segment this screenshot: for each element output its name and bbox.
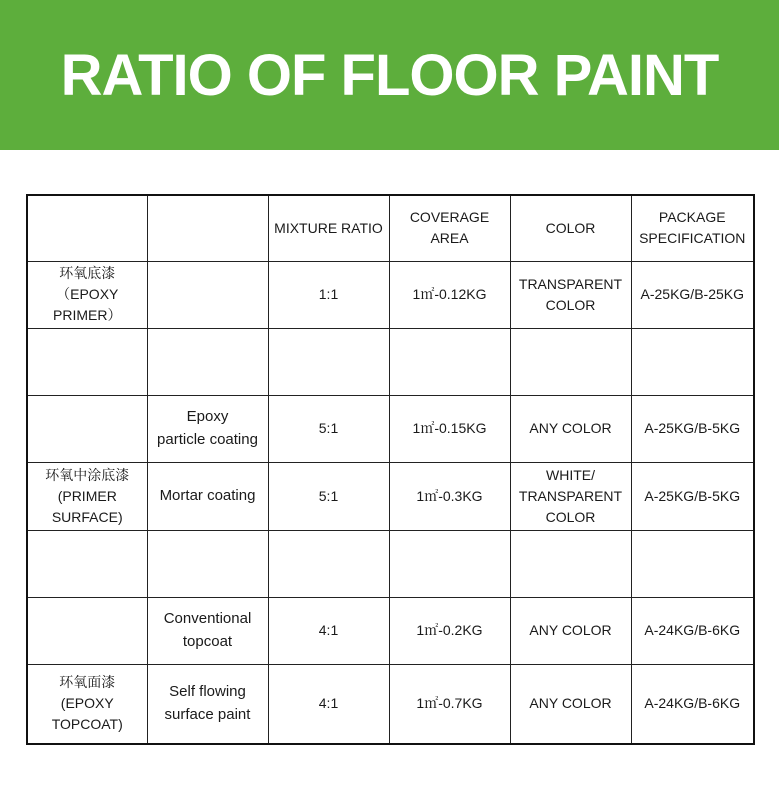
package-specification-cell: [631, 530, 754, 597]
floor-paint-ratio-table: [26, 194, 755, 745]
product-name-line: particle coating: [157, 430, 258, 448]
table-row: [27, 462, 754, 530]
coverage-area-cell: 1㎡-0.15KG: [389, 395, 510, 462]
product-cell: [147, 328, 268, 395]
color-cell: [510, 261, 631, 328]
color-line: COLOR: [545, 508, 596, 525]
color-cell: [510, 462, 631, 530]
color-cell: [510, 597, 631, 664]
product-name-line: Self flowing: [169, 683, 246, 701]
header-color: COLOR: [510, 195, 631, 261]
product-cell: [147, 530, 268, 597]
package-specification-cell: A-25KG/B-5KG: [631, 395, 754, 462]
color-line: COLOR: [545, 296, 596, 313]
color-line: ANY COLOR: [529, 420, 612, 436]
mixture-ratio-cell: 4:1: [268, 664, 389, 744]
table-row: [27, 328, 754, 395]
table-row: [27, 597, 754, 664]
product-cell: [147, 261, 268, 328]
coverage-area-cell: 1㎡-0.2KG: [389, 597, 510, 664]
color-line: TRANSPARENT: [518, 487, 623, 504]
mixture-ratio-cell: [268, 530, 389, 597]
category-cell: [27, 664, 147, 744]
color-line: WHITE/: [546, 466, 595, 483]
color-cell: [510, 328, 631, 395]
product-name-line: Mortar coating: [159, 486, 256, 504]
category-chinese-name: 环氧底漆: [59, 265, 116, 281]
mixture-ratio-cell: 5:1: [268, 462, 389, 530]
header-coverage-area: COVERAGE AREA: [389, 195, 510, 261]
color-cell: [510, 530, 631, 597]
category-chinese-name: 环氧面漆: [59, 674, 116, 691]
coverage-area-cell: 1㎡-0.3KG: [389, 462, 510, 530]
product-cell: [147, 664, 268, 744]
package-specification-cell: [631, 328, 754, 395]
package-specification-cell: A-24KG/B-6KG: [631, 597, 754, 664]
product-name-line: Conventional: [163, 610, 252, 627]
category-cell: [27, 462, 147, 530]
category-cell: [27, 597, 147, 664]
coverage-area-cell: [389, 328, 510, 395]
category-english-name: (PRIMER SURFACE): [51, 487, 123, 525]
category-cell: [27, 328, 147, 395]
package-specification-cell: A-25KG/B-5KG: [631, 462, 754, 530]
package-specification-cell: A-25KG/B-25KG: [631, 261, 754, 328]
product-name-line: surface paint: [164, 705, 251, 723]
table-row: [27, 261, 754, 328]
product-cell: [147, 395, 268, 462]
table-row: [27, 664, 754, 744]
header-category: [27, 195, 147, 261]
header-product: [147, 195, 268, 261]
category-english-name: (EPOXY TOPCOAT): [51, 695, 123, 733]
header-package-line2: SPECIFICATION: [639, 230, 746, 247]
product-cell: [147, 597, 268, 664]
header-row: [27, 195, 754, 261]
category-english-name: （EPOXY PRIMER）: [53, 286, 122, 323]
table-row: [27, 530, 754, 597]
category-cell: [27, 530, 147, 597]
product-name-line: topcoat: [182, 632, 233, 650]
header-package-specification: [631, 195, 754, 261]
color-line: TRANSPARENT: [518, 275, 623, 292]
mixture-ratio-cell: 5:1: [268, 395, 389, 462]
color-line: ANY COLOR: [529, 622, 612, 638]
mixture-ratio-cell: [268, 328, 389, 395]
header-mixture-ratio: MIXTURE RATIO: [268, 195, 389, 261]
category-cell: [27, 395, 147, 462]
color-cell: [510, 395, 631, 462]
package-specification-cell: A-24KG/B-6KG: [631, 664, 754, 744]
product-cell: [147, 462, 268, 530]
title-banner: [0, 0, 779, 150]
color-line: ANY COLOR: [529, 695, 612, 712]
coverage-area-cell: [389, 530, 510, 597]
header-package-line1: PACKAGE: [658, 209, 726, 226]
category-chinese-name: 环氧中涂底漆: [45, 466, 130, 483]
table-row: [27, 395, 754, 462]
coverage-area-cell: 1㎡-0.7KG: [389, 664, 510, 744]
mixture-ratio-cell: 1:1: [268, 261, 389, 328]
product-name-line: Epoxy: [186, 408, 229, 425]
page-title: RATIO OF FLOOR PAINT: [60, 42, 719, 108]
mixture-ratio-cell: 4:1: [268, 597, 389, 664]
category-cell: [27, 261, 147, 328]
color-cell: [510, 664, 631, 744]
coverage-area-cell: 1㎡-0.12KG: [389, 261, 510, 328]
